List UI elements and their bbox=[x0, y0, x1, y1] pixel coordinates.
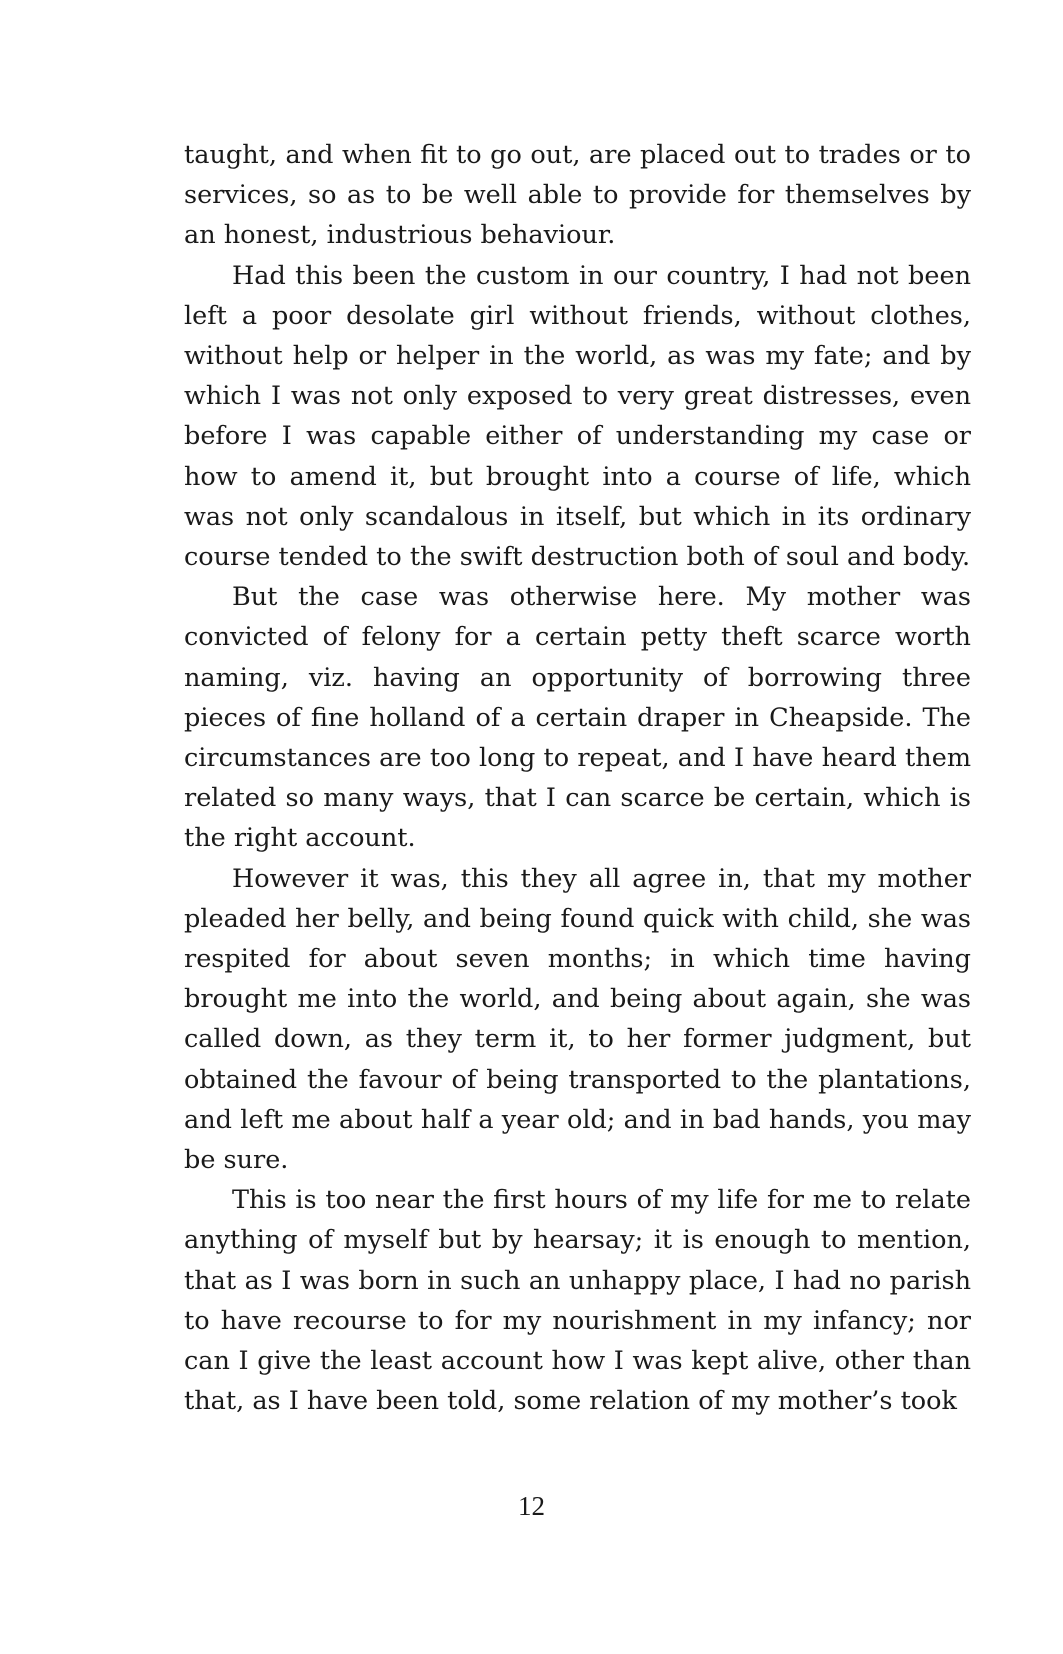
paragraph-continuation: taught, and when fit to go out, are placed out to trades or to services, so as to be well able to provide for themselves by an honest, industrious behaviour. bbox=[184, 140, 971, 251]
paragraph: But the case was otherwise here. My mother was convicted of felony for a certain petty theft scarce worth naming, viz. having an opportunity of borrowing three pieces of fine holland of a certain draper in Cheapside. The circumstances are too long to repeat, and I have heard them related so many ways, that I can scarce be certain, which is the right account. bbox=[184, 582, 971, 854]
paragraph: Had this been the custom in our country, I had not been left a poor desolate girl without friends, without clothes, without help or helper in the world, as was my fate; and by which I was not only exposed to very great distresses, even before I was capable either of understanding my case or how to amend it, but brought into a course of life, which was not only scandalous in itself, but which in its ordinary course tended to the swift destruction both of soul and body. bbox=[184, 260, 971, 573]
paragraph: This is too near the first hours of my life for me to relate anything of myself but by hearsay; it is enough to mention, that as I was born in such an unhappy place, I had no parish to have recourse to for my nourishment in my infancy; nor can I give the least account how I was kept alive, other than that, as I have been told, some relation of my mother’s took bbox=[184, 1185, 971, 1417]
paragraph: However it was, this they all agree in, that my mother pleaded her belly, and being found quick with child, she was respited for about seven months; in which time having brought me into the world, and being about again, she was called down, as they term it, to her former judgment, but obtained the favour of being transported to the plantations, and left me about half a year old; and in bad hands, you may be sure. bbox=[184, 863, 971, 1176]
body-text bbox=[184, 135, 971, 1422]
page-number: 12 bbox=[518, 1491, 545, 1521]
